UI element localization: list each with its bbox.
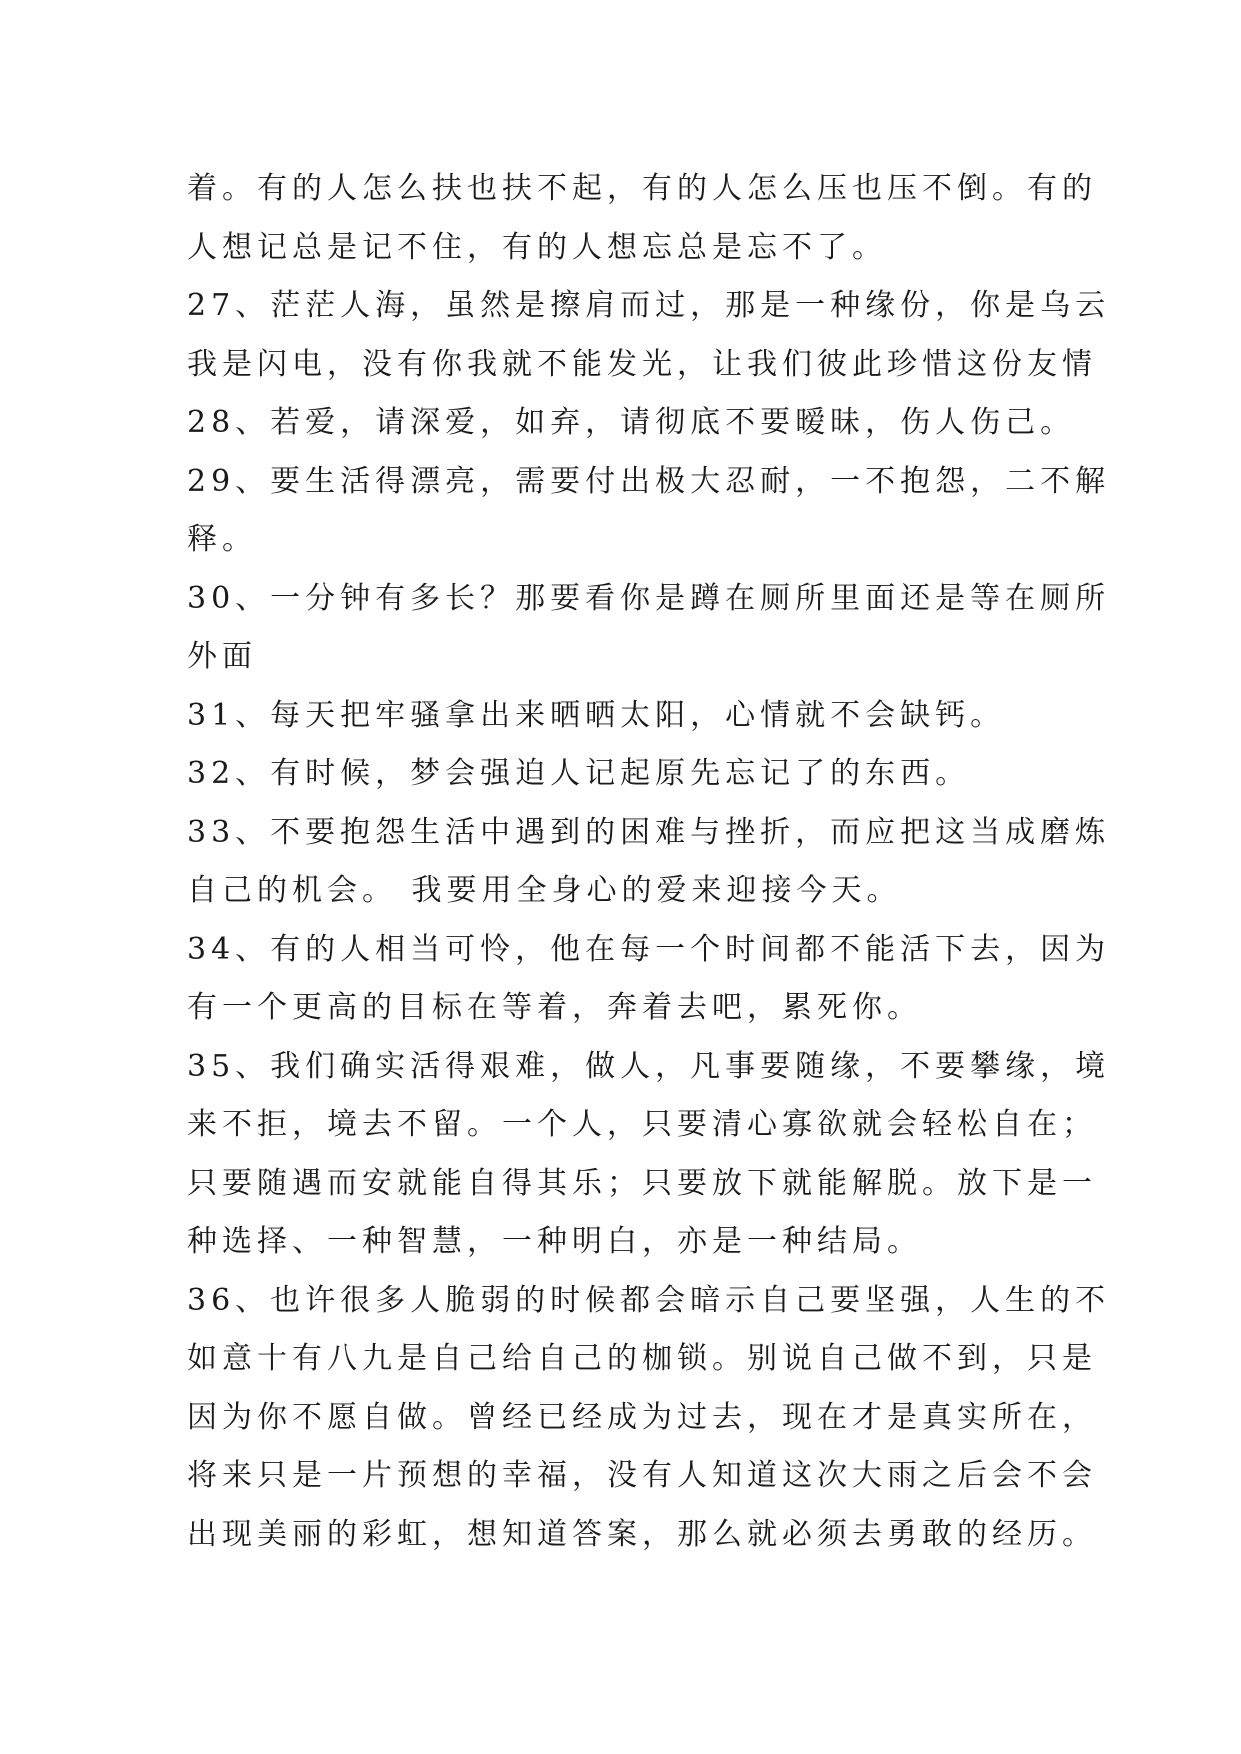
text-line: 32、有时候，梦会强迫人记起原先忘记了的东西。 (187, 756, 971, 791)
text-line: 因为你不愿自做。曾经已经成为过去，现在才是真实所在， (187, 1399, 1097, 1435)
text-line: 人想记总是记不住，有的人想忘总是忘不了。 (187, 229, 887, 265)
text-line: 如意十有八九是自己给自己的枷锁。别说自己做不到，只是 (187, 1341, 1097, 1376)
text-line: 自己的机会。 我要用全身心的爱来迎接今天。 (187, 873, 902, 908)
text-line: 出现美丽的彩虹，想知道答案，那么就必须去勇敢的经历。 (187, 1516, 1097, 1552)
text-line: 释。 (187, 522, 257, 557)
text-line: 36、也许很多人脆弱的时候都会暗示自己要坚强，人生的不 (187, 1282, 1111, 1318)
text-line: 33、不要抱怨生活中遇到的困难与挫折，而应把这当成磨炼 (187, 814, 1111, 850)
text-line: 来不拒，境去不留。一个人，只要清心寡欲就会轻松自在； (187, 1107, 1097, 1142)
document-body (187, 160, 1111, 1564)
text-line: 只要随遇而安就能自得其乐；只要放下就能解脱。放下是一 (187, 1165, 1097, 1201)
text-line: 我是闪电，没有你我就不能发光，让我们彼此珍惜这份友情 (187, 346, 1097, 382)
text-line: 34、有的人相当可怜，他在每一个时间都不能活下去，因为 (187, 931, 1111, 967)
text-line: 着。有的人怎么扶也扶不起，有的人怎么压也压不倒。有的 (187, 171, 1097, 206)
text-line: 31、每天把牢骚拿出来晒晒太阳，心情就不会缺钙。 (187, 697, 1006, 733)
text-line: 将来只是一片预想的幸福，没有人知道这次大雨之后会不会 (187, 1458, 1097, 1493)
text-line: 外面 (187, 639, 257, 674)
text-line: 35、我们确实活得艰难，做人，凡事要随缘，不要攀缘，境 (187, 1048, 1111, 1084)
text-line: 种选择、一种智慧，一种明白，亦是一种结局。 (187, 1224, 922, 1259)
text-line: 有一个更高的目标在等着，奔着去吧，累死你。 (187, 990, 922, 1025)
text-line: 27、茫茫人海，虽然是擦肩而过，那是一种缘份，你是乌云 (187, 288, 1111, 323)
text-line: 29、要生活得漂亮，需要付出极大忍耐，一不抱怨，二不解 (187, 463, 1111, 499)
text-line: 30、一分钟有多长？那要看你是蹲在厕所里面还是等在厕所 (187, 580, 1111, 616)
text-line: 28、若爱，请深爱，如弃，请彻底不要暧昧，伤人伤己。 (187, 405, 1076, 440)
